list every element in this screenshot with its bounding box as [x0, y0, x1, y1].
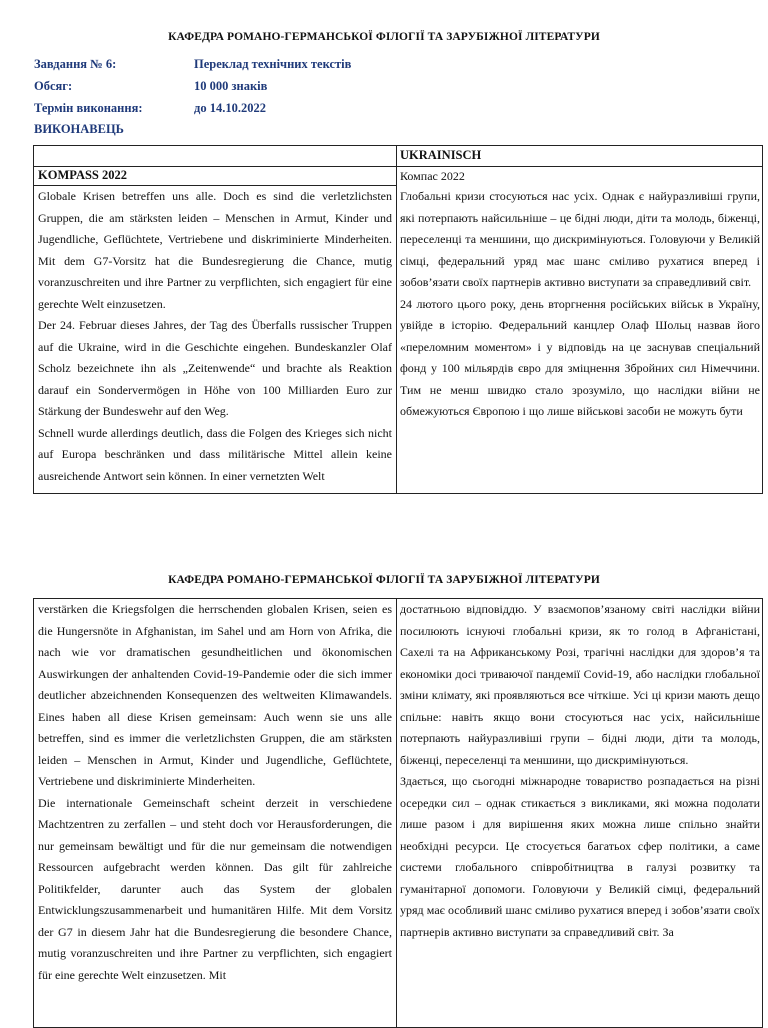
task-value: Переклад технічних текстів [194, 57, 352, 71]
source-paragraph: Der 24. Februar dieses Jahres, der Tag des Überfalls russischer Truppen auf die Ukraine, wird in die Geschichte eingehen. Bundeskanzler Olaf Scholz bezeichnete ihn als „Zeitenwende“ und brachte als Reaktion darauf ein Sondervermögen in Höhe von 100 Milliarden Euro zur Stärkung der Bundeswehr auf den Weg. [38, 318, 392, 418]
volume-value: 10 000 знаків [194, 79, 268, 93]
target-text-column [400, 599, 760, 1028]
source-paragraph: Schnell wurde allerdings deutlich, dass die Folgen des Krieges sich nicht auf Europa beschränken und dass militärische Mittel allein keine ausreichende Antwort sein können. In einer vernetzten Welt [38, 425, 392, 483]
translation-table [33, 598, 763, 1028]
executor-label: ВИКОНАВЕЦЬ [34, 122, 124, 136]
column-divider [396, 599, 397, 1027]
department-title: КАФЕДРА РОМАНО-ГЕРМАНСЬКОЇ ФІЛОГІЇ ТА ЗАРУБІЖНОЇ ЛІТЕРАТУРИ [168, 574, 600, 586]
target-paragraph: Здається, що сьогодні міжнародне товариство розпадається на різні осередки сил – однак стикається з викликами, які можна подолати лише разом і для вирішення яких можна лише спільно знайти необхідні ресурси. Це стосується багатьох сфер політики, а саме системи глобального співробітництва в галузі розвитку та гуманітарної допомоги. Головуючи у Великій сімці, федеральний уряд має особливий шанс сміливо рухатися вперед і зобов’язати своїх партнерів активно виступати за справедливий світ. За [400, 774, 760, 939]
target-paragraph: достатньою відповіддю. У взаємопов’язаному світі наслідки війни посилюють існуючі глобальні кризи, як то голод в Афганістані, Сахелі та на Африканському Розі, трагічні наслідки для здоров’я та економіки досі триваючої пандемії Covid-19, або наслідки глобальної зміни клімату, які проявляються все чіткіше. Усі ці кризи мають дещо спільне: навіть якщо вони стосуються нас усіх, найсильніше потерпають найуразливіші групи – бідні люди, діти та молодь, біженці, переселенці та меншини, що дискримінуються. [400, 602, 760, 767]
department-title: КАФЕДРА РОМАНО-ГЕРМАНСЬКОЇ ФІЛОГІЇ ТА ЗАРУБІЖНОЇ ЛІТЕРАТУРИ [168, 31, 600, 43]
source-text-column [38, 186, 392, 494]
source-paragraph: verstärken die Kriegsfolgen die herrschenden globalen Krisen, seien es die Hungersnöte in Afghanistan, im Sahel und am Horn von Afrika, die nach wie vor dramatischen gesundheitlichen und ökonomischen Auswirkungen der anhaltenden Covid-19-Pandemie oder die sich immer deutlicher abzeichnenden Konsequenzen des weltweiten Klimawandels. Eines haben all diese Krisen gemeinsam: Auch wenn sie uns alle betreffen, sind es immer die verletzlichsten Gruppen, die am stärksten leiden – Menschen in Armut, Kinder und Jugendliche, Geflüchtete, Vertriebene und diskriminierte Minderheiten. [38, 602, 392, 788]
source-paragraph: Globale Krisen betreffen uns alle. Doch es sind die verletzlichsten Gruppen, die am stärksten leiden – Menschen in Armut, Kinder und Jugendliche, Geflüchtete, Vertriebene und diskriminierte Minderheiten. Mit dem G7-Vorsitz hat die Bundesregierung die Chance, mutig voranzuschreiten und ihre Partner zu verpflichten, sich engagiert für eine gerechte Welt einzusetzen. [38, 189, 392, 311]
column-divider [396, 146, 397, 493]
source-text-column [38, 599, 392, 1028]
translation-table [33, 145, 763, 494]
column-header-ukrainisch: UKRAINISCH [400, 148, 482, 162]
source-paragraph: Die internationale Gemeinschaft scheint derzeit in verschiedene Machtzentren zu zerfallen – und steht doch vor Herausforderungen, die nur gemeinsam bewältigt und für die nur gemeinsam die notwendigen Ressourcen aufgebracht werden können. Das gilt für zahlreiche Politikfelder, darunter auch das System der globalen Entwicklungszusammenarbeit und humanitären Hilfe. Mit dem Vorsitz der G7 in diesem Jahr hat die Bundesregierung die besondere Chance, mutig voranzuschreiten und ihre Partner zu verpflichten, sich engagiert für eine gerechte Welt einzusetzen. Mit [38, 795, 392, 982]
target-title: Компас 2022 [400, 169, 465, 183]
volume-label: Обсяг: [34, 79, 73, 93]
target-paragraph: 24 лютого цього року, день вторгнення російських військ в Україну, увійде в історію. Федеральний канцлер Олаф Шольц назвав його «переломним моментом» і у відповідь на це заснував спеціальний фонд у 100 мільярдів євро для зміцнення Збройних сил Німеччини. Тим не менш швидко стало зрозуміло, що наслідки війни не обмежуються Європою і що лише військові засоби не можуть бути [400, 296, 760, 418]
row-divider [34, 166, 762, 167]
source-title: KOMPASS 2022 [38, 168, 128, 182]
deadline-value: до 14.10.2022 [194, 101, 266, 115]
target-paragraph: Глобальні кризи стосуються нас усіх. Однак є найуразливіші групи, які потерпають найсильніше – це бідні люди, діти та молодь, біженці, переселенці та меншини, що дискримінуються. Головуючи у Великій сімці, федеральний уряд має шанс сміливо рухатися вперед і зобов’язати своїх партнерів активно виступати за справедливий світ. [400, 189, 760, 289]
target-text-column [400, 186, 760, 494]
task-label: Завдання № 6: [34, 57, 117, 71]
deadline-label: Термін виконання: [34, 101, 143, 115]
